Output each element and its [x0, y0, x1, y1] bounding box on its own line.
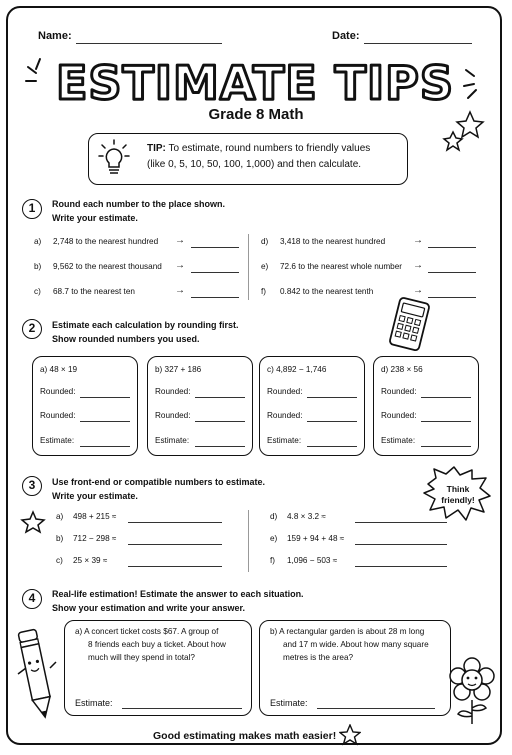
item-letter: c) — [56, 556, 63, 565]
flower-icon — [446, 656, 498, 726]
arrow-icon: → — [175, 285, 185, 296]
item-prompt: 159 + 94 + 48 ≈ — [287, 534, 345, 543]
section-2-instruction-1: Estimate each calculation by rounding first. — [52, 320, 239, 330]
rounded-label: Rounded: — [155, 411, 191, 420]
sparkle-left-icon — [22, 55, 52, 95]
rounded-line[interactable] — [307, 421, 357, 422]
answer-line[interactable] — [428, 272, 476, 273]
rounded-label: Rounded: — [267, 411, 303, 420]
estimate-line[interactable] — [421, 446, 471, 447]
calc-card-title: d) 238 × 56 — [381, 365, 423, 374]
calc-card-title: a) 48 × 19 — [40, 365, 78, 374]
tip-label: TIP: — [147, 143, 166, 154]
problem-line: 8 friends each buy a ticket. About how — [88, 640, 226, 649]
item-prompt: 0.842 to the nearest tenth — [280, 287, 374, 296]
section-1-divider — [248, 234, 249, 300]
think-friendly-text: Think friendly! — [441, 484, 475, 505]
calculator-icon — [384, 296, 434, 356]
arrow-icon: → — [413, 285, 423, 296]
problem-line: metres is the area? — [283, 653, 354, 662]
page-subtitle: Grade 8 Math — [208, 106, 304, 123]
rounded-line[interactable] — [307, 397, 357, 398]
item-prompt: 72.6 to the nearest whole number — [280, 262, 402, 271]
arrow-icon: → — [413, 260, 423, 271]
footer-star-icon — [339, 724, 361, 746]
section-2-instruction-2: Show rounded numbers you used. — [52, 334, 200, 344]
answer-line[interactable] — [128, 566, 222, 567]
tip-text-2: (like 0, 5, 10, 50, 100, 1,000) and then calculate. — [147, 159, 362, 170]
estimate-label: Estimate: — [267, 436, 302, 445]
section-4-instruction-2: Show your estimation and write your answer. — [52, 603, 246, 613]
item-letter: a) — [34, 237, 42, 246]
answer-line[interactable] — [428, 297, 476, 298]
lightbulb-icon — [97, 139, 131, 179]
answer-line[interactable] — [191, 297, 239, 298]
name-field[interactable] — [76, 43, 222, 44]
item-prompt: 498 + 215 ≈ — [73, 512, 117, 521]
rounded-line[interactable] — [195, 397, 245, 398]
answer-line[interactable] — [128, 522, 222, 523]
item-letter: c) — [34, 287, 41, 296]
tip-text-1: To estimate, round numbers to friendly values — [168, 143, 371, 154]
item-letter: a) — [56, 512, 64, 521]
problem-line: and 17 m wide. About how many square — [283, 640, 429, 649]
item-letter: b) — [56, 534, 64, 543]
estimate-label: Estimate: — [75, 698, 113, 708]
item-letter: e) — [270, 534, 278, 543]
rounded-label: Rounded: — [381, 387, 417, 396]
item-prompt: 2,748 to the nearest hundred — [53, 237, 159, 246]
problem-line: a) A concert ticket costs $67. A group of — [75, 627, 219, 636]
date-field[interactable] — [364, 43, 472, 44]
title-banner — [40, 52, 470, 112]
date-label: Date: — [332, 30, 360, 42]
answer-line[interactable] — [428, 247, 476, 248]
rounded-label: Rounded: — [381, 411, 417, 420]
estimate-line[interactable] — [195, 446, 245, 447]
rounded-label: Rounded: — [267, 387, 303, 396]
rounded-label: Rounded: — [40, 387, 76, 396]
section-3-instruction-1: Use front-end or compatible numbers to estimate. — [52, 477, 266, 487]
item-prompt: 25 × 39 ≈ — [73, 556, 108, 565]
item-prompt: 4.8 × 3.2 ≈ — [287, 512, 326, 521]
section-4-instruction-1: Real-life estimation! Estimate the answer to each situation. — [52, 589, 304, 599]
item-letter: f) — [261, 287, 267, 296]
section-3-instruction-2: Write your estimate. — [52, 491, 138, 501]
section-3-number: 3 — [22, 476, 42, 496]
item-prompt: 1,096 − 503 ≈ — [287, 556, 338, 565]
rounded-line[interactable] — [195, 421, 245, 422]
calc-card-title: c) 4,892 − 1,746 — [267, 365, 327, 374]
item-letter: e) — [261, 262, 269, 271]
item-prompt: 68.7 to the nearest ten — [53, 287, 135, 296]
item-prompt: 3,418 to the nearest hundred — [280, 237, 386, 246]
problem-line: b) A rectangular garden is about 28 m long — [270, 627, 425, 636]
estimate-line[interactable] — [80, 446, 130, 447]
small-star-icon — [20, 510, 46, 534]
answer-line[interactable] — [128, 544, 222, 545]
answer-line[interactable] — [355, 544, 447, 545]
section-2-number: 2 — [22, 319, 42, 339]
rounded-label: Rounded: — [40, 411, 76, 420]
pencil-icon — [14, 624, 58, 724]
item-letter: d) — [270, 512, 278, 521]
arrow-icon: → — [175, 260, 185, 271]
rounded-line[interactable] — [80, 397, 130, 398]
answer-line[interactable] — [355, 566, 447, 567]
page-title: ESTIMATE TIPS — [55, 56, 455, 110]
section-3-divider — [248, 510, 249, 572]
section-4-number: 4 — [22, 589, 42, 609]
section-1-number: 1 — [22, 199, 42, 219]
problem-line: much will they spend in total? — [88, 653, 195, 662]
answer-line[interactable] — [355, 522, 447, 523]
rounded-line[interactable] — [421, 397, 471, 398]
calc-card-title: b) 327 + 186 — [155, 365, 202, 374]
rounded-label: Rounded: — [155, 387, 191, 396]
estimate-label: Estimate: — [381, 436, 416, 445]
arrow-icon: → — [175, 235, 185, 246]
answer-line[interactable] — [191, 247, 239, 248]
footer-text: Good estimating makes math easier! — [153, 730, 337, 742]
tip-line-1 — [147, 143, 370, 154]
star-icon — [440, 110, 490, 154]
estimate-line[interactable] — [317, 708, 435, 709]
item-letter: b) — [34, 262, 42, 271]
section-1-instruction-2: Write your estimate. — [52, 213, 138, 223]
rounded-line[interactable] — [421, 421, 471, 422]
estimate-label: Estimate: — [270, 698, 308, 708]
estimate-line[interactable] — [122, 708, 242, 709]
estimate-label: Estimate: — [155, 436, 190, 445]
item-prompt: 712 − 298 ≈ — [73, 534, 117, 543]
item-letter: f) — [270, 556, 276, 565]
sparkle-right-icon — [458, 62, 488, 102]
arrow-icon: → — [413, 235, 423, 246]
estimate-line[interactable] — [307, 446, 357, 447]
item-letter: d) — [261, 237, 269, 246]
section-1-instruction-1: Round each number to the place shown. — [52, 199, 226, 209]
name-label: Name: — [38, 30, 72, 42]
answer-line[interactable] — [191, 272, 239, 273]
rounded-line[interactable] — [80, 421, 130, 422]
estimate-label: Estimate: — [40, 436, 75, 445]
item-prompt: 9,562 to the nearest thousand — [53, 262, 162, 271]
